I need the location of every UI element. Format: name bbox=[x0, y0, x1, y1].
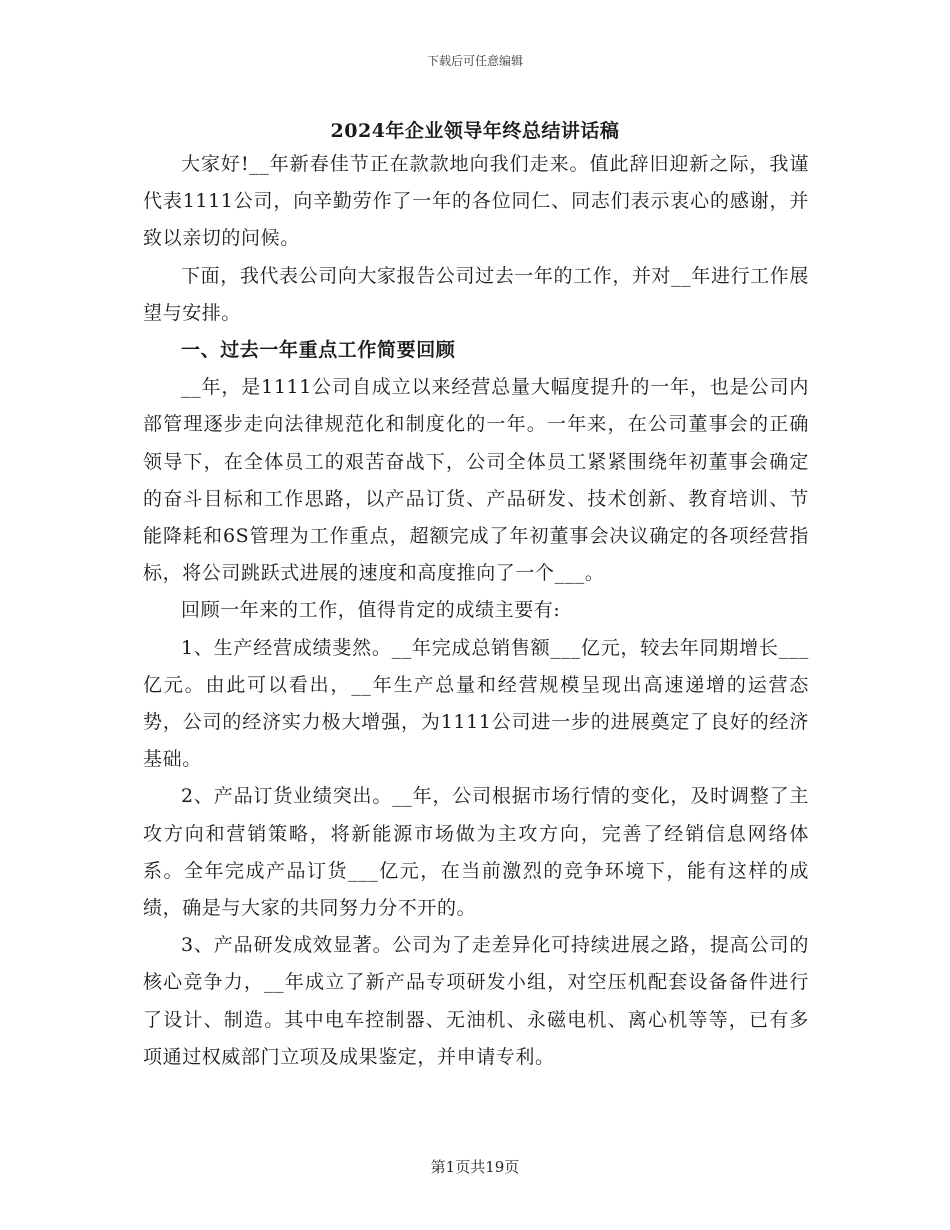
document-body bbox=[143, 146, 809, 1076]
paragraph-greeting: 大家好!__年新春佳节正在款款地向我们走来。值此辞旧迎新之际，我谨代表1111公司，向辛勤劳作了一年的各位同仁、同志们表示衷心的感谢，并致以亲切的问候。 bbox=[143, 153, 809, 250]
paragraph-achievement-3: 3、产品研发成效显著。公司为了走差异化可持续进展之路，提高公司的核心竞争力，__年成立了新产品专项研发小组，对空压机配套设备备件进行了设计、制造。其中电车控制器、无油机、永磁电机、离心机等等，已有多项通过权威部门立项及成果鉴定，并申请专利。 bbox=[143, 934, 809, 1068]
page-number: 第1页共19页 bbox=[430, 1158, 520, 1176]
page-header-note: 下载后可任意编辑 bbox=[426, 54, 523, 68]
section-heading-review: 一、过去一年重点工作简要回顾 bbox=[181, 339, 456, 362]
paragraph-achievement-2: 2、产品订货业绩突出。__年，公司根据市场行情的变化，及时调整了主攻方向和营销策略，将新能源市场做为主攻方向，完善了经销信息网络体系。全年完成产品订货___亿元，在当前激烈的竞争环境下，能有这样的成绩，确是与大家的共同努力分不开的。 bbox=[143, 785, 809, 920]
paragraph-achievement-1: 1、生产经营成绩斐然。__年完成总销售额___亿元，较去年同期增长___亿元。由此可以看出，__年生产总量和经营规模呈现出高速递增的运营态势，公司的经济实力极大增强，为1111公司进一步的进展奠定了良好的经济基础。 bbox=[143, 636, 809, 771]
paragraph-intro: 下面，我代表公司向大家报告公司过去一年的工作，并对__年进行工作展望与安排。 bbox=[143, 264, 809, 324]
document-title: 2024年企业领导年终总结讲话稿 bbox=[330, 120, 620, 142]
paragraph-achievements-intro: 回顾一年来的工作，值得肯定的成绩主要有: bbox=[181, 599, 561, 622]
paragraph-year-overview: __年，是1111公司自成立以来经营总量大幅度提升的一年，也是公司内部管理逐步走向法律规范化和制度化的一年。一年来，在公司董事会的正确领导下，在全体员工的艰苦奋战下，公司全体员工紧紧围绕年初董事会确定的奋斗目标和工作思路，以产品订货、产品研发、技术创新、教育培训、节能降耗和6S管理为工作重点，超额完成了年初董事会决议确定的各项经营指标，将公司跳跃式进展的速度和高度推向了一个___。 bbox=[143, 376, 809, 585]
